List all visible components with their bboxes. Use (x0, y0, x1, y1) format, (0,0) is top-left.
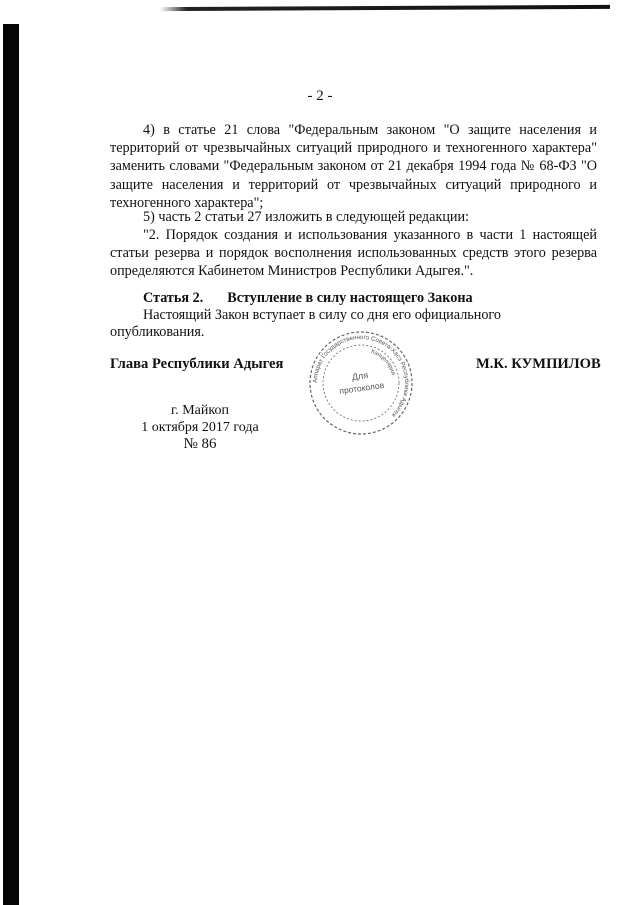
stamp-inner-ring-text: Канцелярия (370, 348, 396, 376)
page-number: - 2 - (307, 88, 333, 104)
stamp-center-line1: Для (351, 369, 369, 383)
article-2-label: Статья 2. (143, 290, 204, 306)
signatory-position: Глава Республики Адыгея (110, 356, 284, 372)
signatory-name: М.К. КУМПИЛОВ (476, 356, 601, 372)
date: 1 октября 2017 года (141, 420, 259, 435)
city: г. Майкоп (171, 403, 229, 418)
scan-top-edge-line (160, 5, 610, 11)
paragraph-item-4: 4) в статье 21 слова "Федеральным законом "О защите населения и территорий от чрезвычайных ситуаций природного и техногенного характера" заменить словами "Федеральным законом от 21 декабря 1994 года № 68-ФЗ "О защите населения и территорий от чрезвычайных ситуаций природного и техногенного характера"; (110, 122, 597, 211)
scan-left-margin-bar (3, 24, 19, 905)
paragraph-item-5-quote: "2. Порядок создания и использования указанного в части 1 настоящей статьи резерва и порядок восполнения использованных средств этого резерва определяются Кабинетом Министров Республики Адыгея.". (110, 227, 597, 280)
article-2-heading (143, 290, 473, 307)
article-2-text: Настоящий Закон вступает в силу со дня его официального опубликования. (110, 307, 501, 340)
official-stamp (308, 330, 414, 436)
paragraph-item-5: 5) часть 2 статьи 27 изложить в следующей редакции: (143, 209, 470, 225)
stamp-center-line2: протоколов (338, 379, 385, 397)
law-number: № 86 (183, 436, 217, 452)
article-2-title: Вступление в силу настоящего Закона (227, 290, 473, 306)
stamp-outer-ring-text: Аппарат Государственного Совета-Хасэ Республики Адыгея (311, 333, 411, 419)
place-date-block (130, 402, 270, 453)
